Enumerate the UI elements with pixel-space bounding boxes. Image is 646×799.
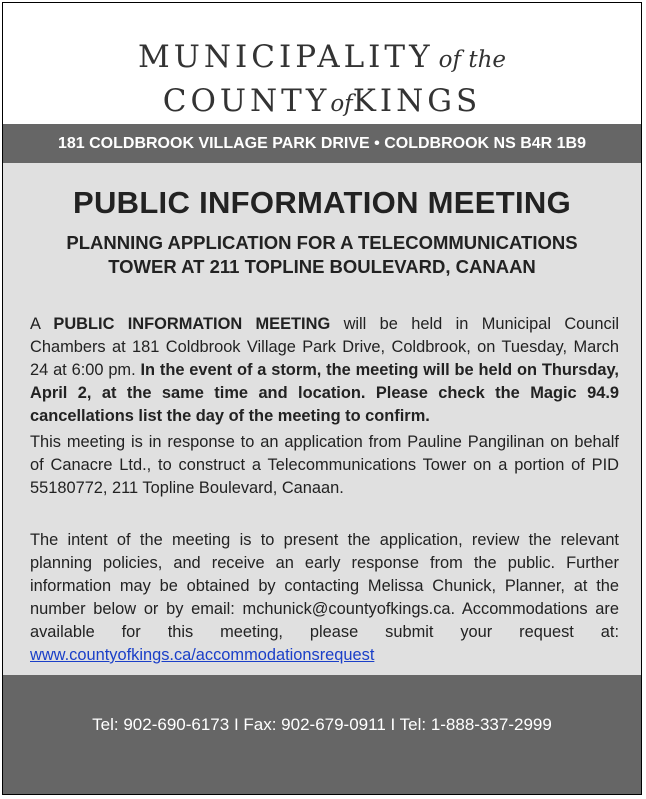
logo-line-2 [3,83,641,119]
meeting-details: will be held in Municipal Council Chambers at 181 Coldbrook Village Park Drive, Coldbrook, on Tuesday, March 24 at 6:00 pm. [30,315,619,379]
municipality-logo [3,3,641,124]
notice-frame [2,2,642,795]
intent-text: The intent of the meeting is to present the application, review the relevant planning policies, and receive an early response from the public. Further information may be obtained by contacting Melissa Chunick, Planner, at the number below or by email: mchunick@countyofkings.ca. Accommodations are available for this meeting, please submit your request at: [30,531,619,641]
logo-county-text: COUNTY [162,83,331,119]
intent-paragraph [30,529,619,667]
application-paragraph: This meeting is in response to an application from Pauline Pangilinan on behalf of Canacre Ltd., to construct a Telecommunications Tower on a portion of PID 55180772, 211 Topline Boulevard, Canaan. [30,433,619,497]
subheading-line-1: PLANNING APPLICATION FOR A TELECOMMUNICATIONS [66,232,578,253]
contact-phone-numbers: Tel: 902-690-6173 I Fax: 902-679-0911 I Tel: 1-888-337-2999 [92,715,552,734]
subheading-line-2: TOWER AT 211 TOPLINE BOULEVARD, CANAAN [108,256,536,277]
logo-line-1 [3,39,641,75]
logo-of-text: of [330,91,353,117]
contact-footer [3,675,641,795]
logo-municipality-text: MUNICIPALITY [137,39,434,75]
notice-subheading [3,231,641,279]
logo-of-the-text: of the [438,47,506,73]
accommodations-request-link[interactable]: www.countyofkings.ca/accommodationsrequest [30,646,375,664]
address-bar: 181 COLDBROOK VILLAGE PARK DRIVE • COLDBROOK NS B4R 1B9 [3,124,641,163]
notice-body [3,163,641,675]
logo-kings-text: KINGS [352,83,482,119]
meeting-details-paragraph [30,313,619,428]
meeting-label: PUBLIC INFORMATION MEETING [53,315,331,333]
notice-headline: PUBLIC INFORMATION MEETING [72,185,572,220]
storm-notice: In the event of a storm, the meeting will be held on Thursday, April 2, at the same time and location. Please check the Magic 94.9 cancellations list the day of the meeting to confirm. [30,361,619,425]
paragraph-intro: A [30,315,41,333]
